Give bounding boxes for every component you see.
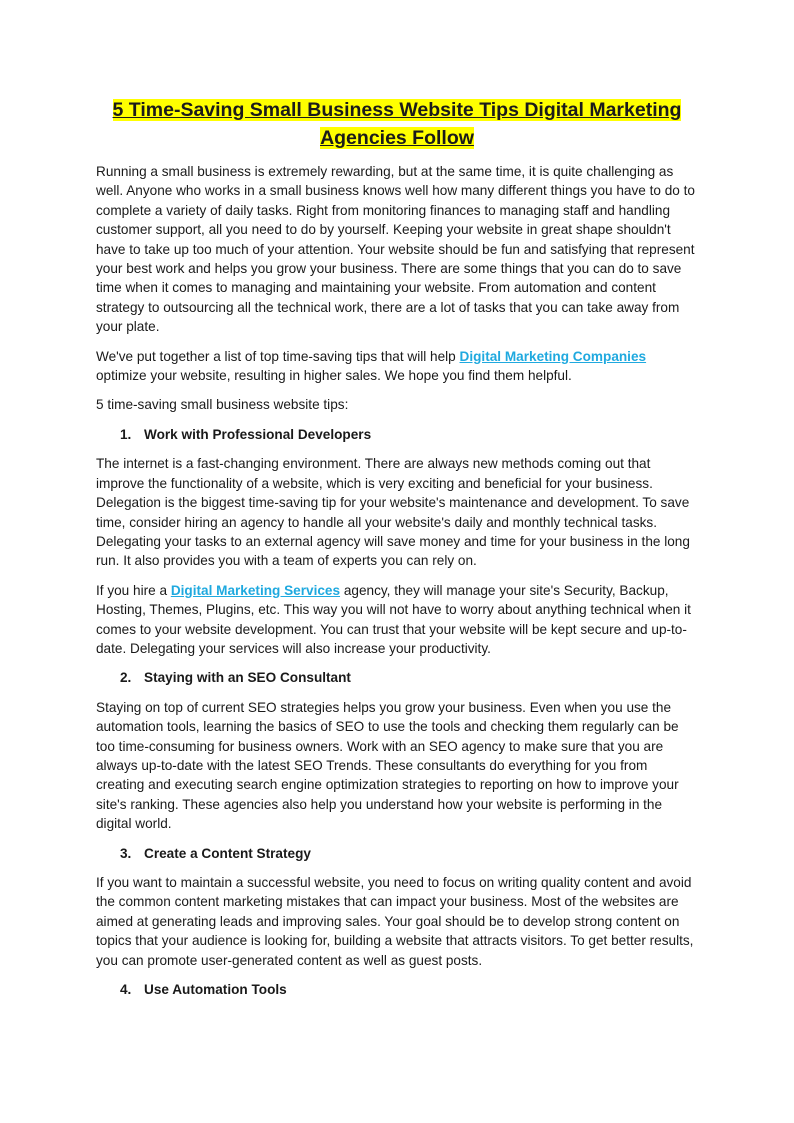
section-2-paragraph-1: Staying on top of current SEO strategies helps you grow your business. Even when you use the automation tools, learning the basics of SEO to use the tools and checking them regularly can be too time-consuming for business owners. Work with an SEO agency to make sure that you are always up-to-date with the latest SEO Trends. These consultants do everything for you from creating and executing search engine optimization strategies to reporting on how to improve your site's ranking. These agencies also help you understand how your website is performing in the digital world.	[96, 699, 679, 832]
section-2-title: Staying with an SEO Consultant	[144, 670, 351, 686]
paragraph-companies	[96, 347, 698, 386]
section-2-heading	[96, 668, 698, 687]
list-intro: 5 time-saving small business website tips:	[96, 397, 349, 413]
digital-marketing-services-link[interactable]: Digital Marketing Services	[170, 582, 341, 598]
section-3-number: 3.	[120, 845, 132, 861]
document-title	[96, 96, 698, 152]
section-3-title: Create a Content Strategy	[144, 845, 311, 861]
intro-paragraph: Running a small business is extremely rewarding, but at the same time, it is quite challenging as well. Anyone who works in a small business knows well how many different things you have to do to complete a variety of daily tasks. Right from monitoring finances to managing staff and handling customer support, all you need to do by yourself. Keeping your website in great shape shouldn't have to take up too much of your attention. Your website should be fun and satisfying that represent your best work and helps you grow your business. There are some things that you can do to save time when it comes to managing and maintaining your website. From automation and content strategy to outsourcing all the technical work, there are a lot of tasks that you can take away from your plate.	[96, 164, 695, 335]
section-2-number: 2.	[120, 670, 132, 686]
section-4-heading	[96, 980, 698, 999]
section-1-heading	[96, 425, 698, 444]
section-1-p2-after: agency, they will manage your site's Security, Backup, Hosting, Themes, Plugins, etc. This way you will not have to worry about anything technical when it comes to your website development. You can trust that your website will be kept secure and up-to-date. Delegating your services will also increase your productivity.	[96, 582, 691, 656]
section-4-number: 4.	[120, 982, 132, 998]
paragraph-companies-after: optimize your website, resulting in higher sales. We hope you find them helpful.	[96, 368, 572, 384]
digital-marketing-companies-link[interactable]: Digital Marketing Companies	[459, 348, 647, 364]
document-title-text: 5 Time-Saving Small Business Website Tips Digital Marketing Agencies Follow	[112, 99, 682, 149]
section-4-title: Use Automation Tools	[144, 982, 287, 998]
section-1-title: Work with Professional Developers	[144, 426, 372, 442]
section-1-p2-before: If you hire a	[96, 582, 171, 598]
paragraph-companies-before: We've put together a list of top time-saving tips that will help	[96, 348, 460, 364]
section-3-paragraph-1: If you want to maintain a successful website, you need to focus on writing quality content and avoid the common content marketing mistakes that can impact your business. Most of the websites are aimed at generating leads and improving sales. Your goal should be to develop strong content on topics that your audience is looking for, building a website that attracts visitors. To get better results, you can promote user-generated content as well as guest posts.	[96, 875, 694, 968]
section-1-number: 1.	[120, 426, 132, 442]
section-1-paragraph-2	[96, 581, 698, 659]
section-1-paragraph-1: The internet is a fast-changing environment. There are always new methods coming out that improve the functionality of a website, which is very exciting and beneficial for your business. Delegation is the biggest time-saving tip for your website's maintenance and development. To save time, consider hiring an agency to handle all your website's daily and monthly technical tasks. Delegating your tasks to an external agency will save money and time for your business in the long run. It also provides you with a team of experts you can rely on.	[96, 456, 690, 569]
section-3-heading	[96, 844, 698, 863]
